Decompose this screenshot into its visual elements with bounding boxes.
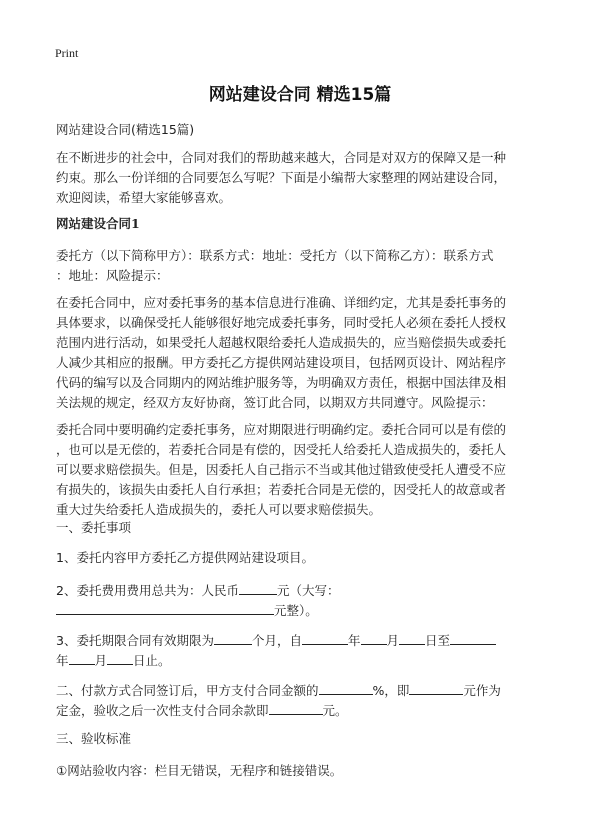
end-year-blank[interactable] xyxy=(450,630,496,645)
subtitle-text: 网站建设合同(精选15篇) xyxy=(56,122,195,137)
section-heading xyxy=(56,214,556,234)
item-2-text-c: 元整）。 xyxy=(274,603,318,618)
payment-text-d: 定金，验收之后一次性支付合同余款即 xyxy=(56,703,269,718)
payment-text-e: 元。 xyxy=(322,703,348,718)
acceptance-text: ①网站验收内容：栏目无错误，无程序和链接错误。 xyxy=(56,763,343,778)
item-2-line-1 xyxy=(56,580,556,600)
start-month-blank[interactable] xyxy=(361,630,387,645)
paragraph-line: 在委托合同中，应对委托事务的基本信息进行准确、详细约定，尤其是委托事务的 xyxy=(56,295,507,310)
item-3-text-g: 月 xyxy=(94,653,108,668)
parties-line: 委托方（以下简称甲方）：联系方式：地址：受托方（以下简称乙方）：联系方式 xyxy=(56,248,494,263)
item-3-text-d: 月 xyxy=(386,633,400,648)
item-3-line-2 xyxy=(56,650,556,670)
paragraph-line: 范围内进行活动，如果受托人超越权限给委托人造成损失的，应当赔偿损失或委托 xyxy=(56,335,507,350)
paragraph-line: 人减少其相应的报酬。甲方委托乙方提供网站建设项目，包括网页设计、网站程序 xyxy=(56,355,507,370)
parties-line: ：地址：风险提示： xyxy=(56,268,169,283)
item-3 xyxy=(56,630,556,670)
parties-paragraph xyxy=(56,246,556,286)
section-heading-text: 网站建设合同1 xyxy=(56,216,140,231)
paragraph-line: ，也可以是无偿的，若委托合同是有偿的，因受托人给委托人造成损失的，委托人 xyxy=(56,442,507,457)
item-2-text-b: 元（大写： xyxy=(276,583,340,598)
payment-text-b: %，即 xyxy=(372,683,410,698)
start-day-blank[interactable] xyxy=(399,630,425,645)
item-2 xyxy=(56,580,556,620)
print-label[interactable]: Print xyxy=(55,46,79,60)
item-3-text-e: 日至 xyxy=(425,633,451,648)
paragraph-line: 关法规的规定，经双方友好协商，签订此合同，以期双方共同遵守。风险提示： xyxy=(56,395,494,410)
start-year-blank[interactable] xyxy=(302,630,348,645)
section-1-heading xyxy=(56,518,556,538)
intro-paragraph xyxy=(56,148,556,208)
section-2-payment xyxy=(56,680,556,720)
payment-text-c: 元作为 xyxy=(463,683,501,698)
payment-line-2 xyxy=(56,700,556,720)
paragraph-line: 具体要求，以确保受托人能够很好地完成委托事务，同时受托人必须在委托人授权 xyxy=(56,315,507,330)
item-3-text-b: 个月，自 xyxy=(251,633,302,648)
paragraph-line: 可以要求赔偿损失。但是，因委托人自己指示不当或其他过错致使受托人遭受不应 xyxy=(56,462,507,477)
end-month-blank[interactable] xyxy=(69,650,95,665)
document-title: 网站建设合同 精选15篇 xyxy=(208,85,392,105)
risk-paragraph-1 xyxy=(56,293,556,413)
section-3-text: 三、验收标准 xyxy=(56,731,132,746)
paragraph-line: 有损失的，该损失由委托人自行承担；若委托合同是无偿的，因受托人的故意或者 xyxy=(56,482,507,497)
paragraph-line: 重大过失给委托人造成损失的，委托人可以要求赔偿损失。 xyxy=(56,502,382,517)
item-2-line-2 xyxy=(56,600,556,620)
end-day-blank[interactable] xyxy=(107,650,133,665)
payment-text-a: 二、付款方式合同签订后，甲方支付合同金额的 xyxy=(56,683,319,698)
item-3-text-c: 年 xyxy=(347,633,361,648)
document-subtitle xyxy=(56,120,556,140)
percent-blank[interactable] xyxy=(319,680,373,695)
intro-line: 欢迎阅读，希望大家能够喜欢。 xyxy=(56,190,232,205)
acceptance-item-1 xyxy=(56,761,556,781)
risk-paragraph-2 xyxy=(56,420,556,520)
months-blank[interactable] xyxy=(214,630,252,645)
amount-blank[interactable] xyxy=(239,580,277,595)
deposit-blank[interactable] xyxy=(409,680,463,695)
item-1 xyxy=(56,548,556,568)
item-1-text: 1、委托内容甲方委托乙方提供网站建设项目。 xyxy=(56,550,314,565)
paragraph-line: 代码的编写以及合同期内的网站维护服务等，为明确双方责任，根据中国法律及相 xyxy=(56,375,507,390)
item-3-line-1 xyxy=(56,630,556,650)
balance-blank[interactable] xyxy=(269,700,323,715)
section-3-heading xyxy=(56,729,556,749)
payment-line-1 xyxy=(56,680,556,700)
intro-line: 约束。那么一份详细的合同要怎么写呢？下面是小编帮大家整理的网站建设合同， xyxy=(56,170,507,185)
amount-words-blank[interactable] xyxy=(56,600,274,615)
item-3-text-h: 日止。 xyxy=(133,653,171,668)
item-2-text-a: 2、委托费用费用总共为：人民币 xyxy=(56,583,239,598)
item-3-text-a: 3、委托期限合同有效期限为 xyxy=(56,633,214,648)
section-1-text: 一、委托事项 xyxy=(56,520,132,535)
item-3-text-f: 年 xyxy=(56,653,69,668)
intro-line: 在不断进步的社会中，合同对我们的帮助越来越大，合同是对双方的保障又是一种 xyxy=(56,150,507,165)
paragraph-line: 委托合同中要明确约定委托事务，应对期限进行明确约定。委托合同可以是有偿的 xyxy=(56,422,507,437)
